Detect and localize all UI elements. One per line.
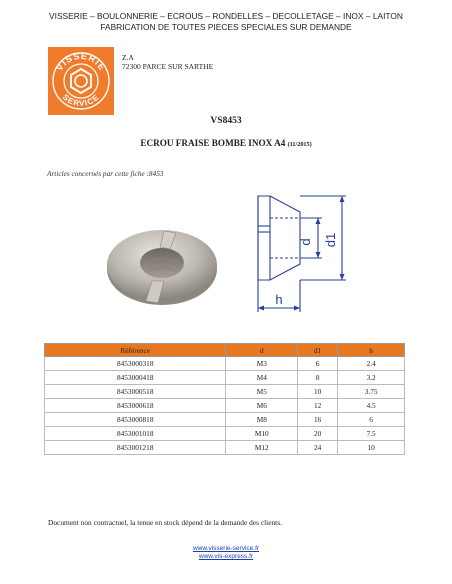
cell-reference: 8453000518 — [45, 385, 226, 399]
dimension-label-d1: d1 — [323, 232, 338, 248]
product-photo — [104, 225, 220, 314]
cell-d: M5 — [226, 385, 298, 399]
cell-d: M4 — [226, 371, 298, 385]
cell-d1: 20 — [298, 427, 338, 441]
logo-text-bottom: SERVICE — [60, 92, 102, 109]
dimensions-table — [44, 343, 405, 455]
cell-reference: 8453000318 — [45, 357, 226, 371]
cell-d1: 16 — [298, 413, 338, 427]
cell-d1: 6 — [298, 357, 338, 371]
cell-d1: 24 — [298, 441, 338, 455]
cell-h: 3.2 — [338, 371, 405, 385]
cell-d1: 12 — [298, 399, 338, 413]
header-line-1: VISSERIE – BOULONNERIE – ECROUS – RONDELLES – DECOLLETAGE – INOX – LAITON — [49, 11, 403, 21]
dimension-label-d: d — [298, 238, 313, 246]
product-title — [0, 138, 452, 148]
table-row — [45, 441, 405, 455]
cell-h: 2.4 — [338, 357, 405, 371]
address-line-2: 72300 PARCE SUR SARTHE — [122, 62, 214, 71]
product-reference: VS8453 — [210, 116, 242, 126]
cell-reference: 8453001218 — [45, 441, 226, 455]
product-title-main: ECROU FRAISE BOMBE INOX A4 — [140, 138, 286, 148]
table-row — [45, 427, 405, 441]
cell-reference: 8453001018 — [45, 427, 226, 441]
header-line-2: FABRICATION DE TOUTES PIECES SPECIALES SUR DEMANDE — [100, 22, 352, 32]
table-row — [45, 399, 405, 413]
cell-reference: 8453000618 — [45, 399, 226, 413]
cell-h: 4.5 — [338, 399, 405, 413]
link-vis-express[interactable]: www.vis-express.fr — [198, 553, 254, 560]
cell-h: 10 — [338, 441, 405, 455]
cell-d: M8 — [226, 413, 298, 427]
product-title-date: (11/2015) — [287, 141, 312, 148]
cell-reference: 8453000818 — [45, 413, 226, 427]
cell-d: M10 — [226, 427, 298, 441]
technical-drawing — [240, 192, 362, 325]
cell-h: 7.5 — [338, 427, 405, 441]
articles-concerned: Articles concernés par cette fiche :8453 — [47, 169, 164, 178]
table-row — [45, 385, 405, 399]
table-row — [45, 413, 405, 427]
cell-d: M3 — [226, 357, 298, 371]
cell-h: 6 — [338, 413, 405, 427]
column-header-h: h — [338, 344, 405, 357]
column-header-d: d — [226, 344, 298, 357]
dimension-label-h: h — [275, 292, 283, 307]
visserie-service-logo — [48, 47, 114, 115]
disclaimer-note: Document non contractuel, la tenue en stock dépend de la demande des clients. — [48, 518, 282, 527]
address-line-1: Z.A — [122, 53, 134, 62]
column-header-reference: Référence — [45, 344, 226, 357]
link-visserie-service[interactable]: www.visserie-service.fr — [192, 545, 260, 552]
logo-text-top: VISSERIE — [54, 50, 108, 73]
cell-reference: 8453000418 — [45, 371, 226, 385]
cell-h: 3.75 — [338, 385, 405, 399]
table-header-row — [45, 344, 405, 357]
table-row — [45, 371, 405, 385]
table-row — [45, 357, 405, 371]
cell-d: M12 — [226, 441, 298, 455]
cell-d1: 8 — [298, 371, 338, 385]
column-header-d1: d1 — [298, 344, 338, 357]
cell-d: M6 — [226, 399, 298, 413]
cell-d1: 10 — [298, 385, 338, 399]
